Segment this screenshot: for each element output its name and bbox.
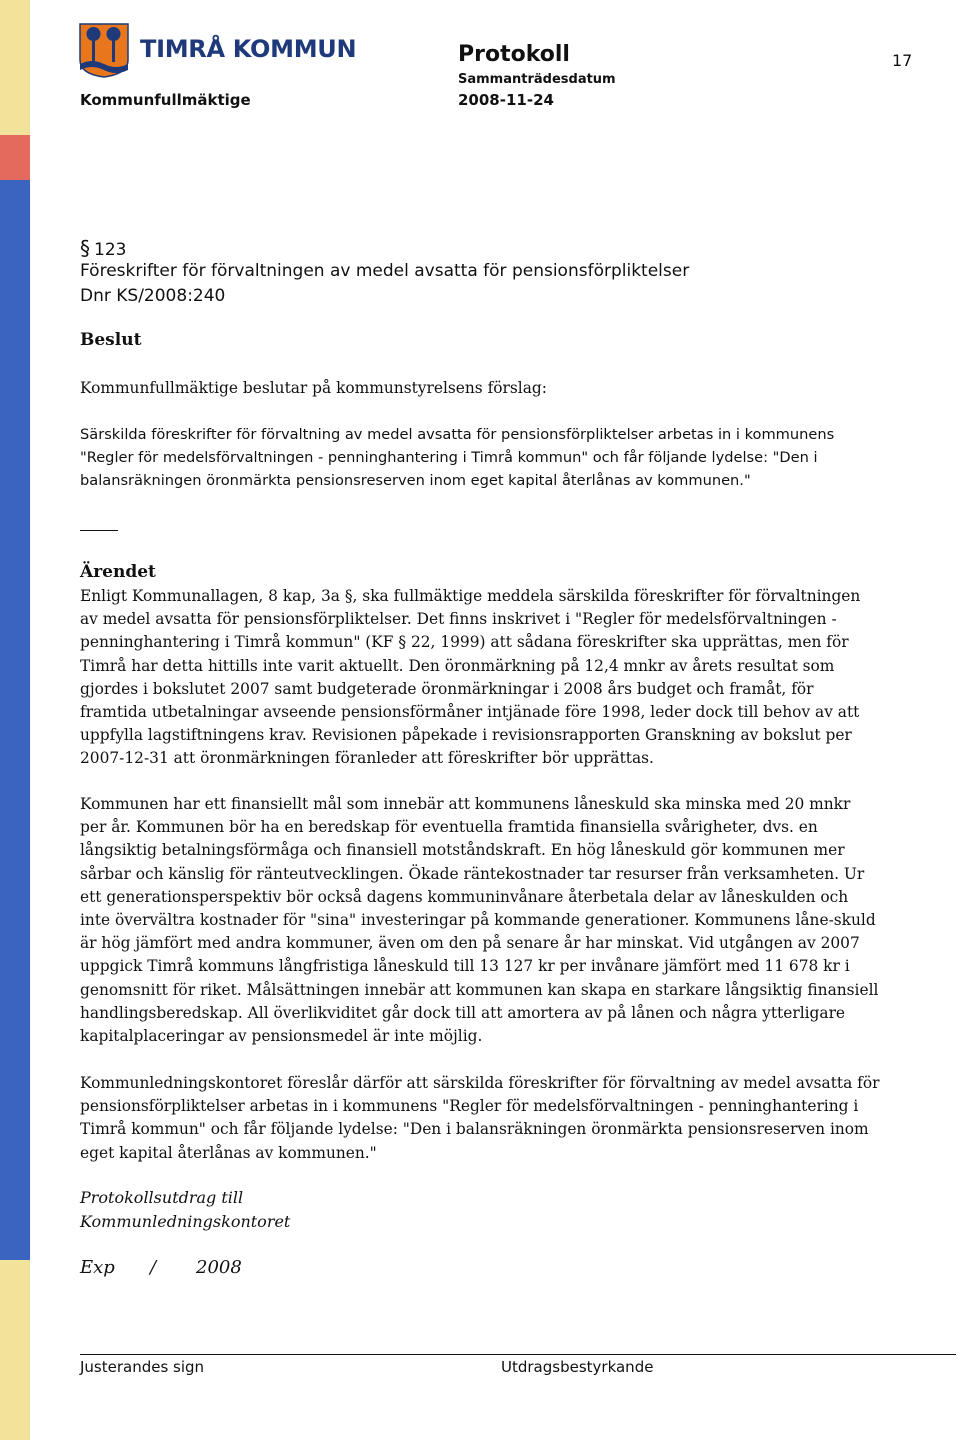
arendet-paragraph-2: Kommunen har ett finansiellt mål som innebär att kommunens låneskuld ska minska med 20 mnkr per år. Kommunen bör ha en beredskap för eventuella framtida finansiella svårigheter, dvs. en långsiktig betalningsförmåga och finansiell motståndskraft. En hög låneskuld gör kommunen mer sårbar och känslig för ränteutvecklingen. Ökade räntekostnader tar resurser från verksamheten. Ur ett generationsperspektiv bör också dagens kommuninvånare återbetala delar av låneskulden och inte övervältra kostnader för "sina" investeringar på kommande generationer. Kommunens låne-skuld är hög jämfört med andra kommuner, även om den på senare år har minskat. Vid utgången av 2007 uppgick Timrå kommuns långfristiga låneskuld till 13 127 kr per invånare jämfört med 11 678 kr i genomsnitt för riket. Målsättningen innebär att kommunen kan skapa en starkare långsiktig finansiell handlingsberedskap. All överlikviditet går dock till att amortera av på lånen och några ytterligare kapitalplaceringar av pensionsmedel är inte möjlig. (80, 795, 879, 1046)
margin-stripe-red (0, 135, 30, 180)
margin-stripe-blue (0, 180, 30, 1260)
org-name: TIMRÅ KOMMUN (140, 35, 357, 63)
document-type: Protokoll (458, 42, 570, 67)
paragraph-title: Föreskrifter för förvaltningen av medel avsatta för pensionsförpliktelser (80, 261, 690, 281)
exp-slash: / (150, 1257, 157, 1278)
beslut-intro: Kommunfullmäktige beslutar på kommunstyrelsens förslag: (80, 379, 547, 397)
exp-year: 2008 (196, 1257, 242, 1278)
paragraph-number (80, 236, 126, 260)
arendet-paragraph-3: Kommunledningskontoret föreslår därför att särskilda föreskrifter för förvaltning av medel avsatta för pensionsförpliktelser arbetas in i kommunens "Regler för medelsförvaltningen - penninghantering i Timrå kommun" och får följande lydelse: "Den i balansräkningen öronmärkta pensionsreserven inom eget kapital återlånas av kommunen." (80, 1074, 880, 1162)
arendet-heading: Ärendet (80, 562, 156, 582)
section-symbol: § (80, 236, 90, 260)
page-number: 17 (892, 51, 913, 70)
distribution-recipient: Kommunledningskontoret (80, 1212, 291, 1231)
distribution-label: Protokollsutdrag till (80, 1188, 244, 1207)
date-label: Sammanträdesdatum (458, 72, 616, 87)
footer-signature-label: Justerandes sign (80, 1358, 205, 1376)
arendet-paragraph-1: Enligt Kommunallagen, 8 kap, 3a §, ska fullmäktige meddela särskilda föreskrifter för förvaltningen av medel avsatta för pensionsförpliktelser. Det finns inskrivet i "Regler för medelsförvaltningen - penninghantering i Timrå kommun" (KF § 22, 1999) att sådana föreskrifter ska upprättas, men för Timrå har detta hittills inte varit aktuellt. Den öronmärkning på 12,4 mnkr av årets resultat som gjordes i bokslutet 2007 samt budgeterade öronmärkningar i 2008 års budget och framåt, för framtida utbetalningar avseende pensionsförmåner intjänade före 1998, leder dock till behov av att uppfylla lagstiftningens krav. Revisionen påpekade i revisionsrapporten Granskning av bokslut per 2007-12-31 att öronmärkningen föranleder att föreskrifter bör upprättas. (80, 587, 861, 768)
beslut-heading: Beslut (80, 330, 142, 350)
diary-number: Dnr KS/2008:240 (80, 286, 226, 306)
paragraph-number-value: 123 (94, 240, 127, 260)
footer-rule (80, 1354, 956, 1355)
governing-body: Kommunfullmäktige (80, 91, 251, 109)
expedition-line (80, 1257, 242, 1278)
footer-certification-label: Utdragsbestyrkande (501, 1358, 654, 1376)
exp-label: Exp (80, 1257, 115, 1278)
decision-end-rule (80, 530, 118, 531)
meeting-date: 2008-11-24 (458, 91, 554, 109)
beslut-decision: Särskilda föreskrifter för förvaltning av medel avsatta för pensionsförpliktelser arbetas in i kommunens "Regler för medelsförvaltningen - penninghantering i Timrå kommun" och får följande lydelse: "Den i balansräkningen öronmärkta pensionsreserven inom eget kapital återlånas av kommunen." (80, 426, 835, 490)
